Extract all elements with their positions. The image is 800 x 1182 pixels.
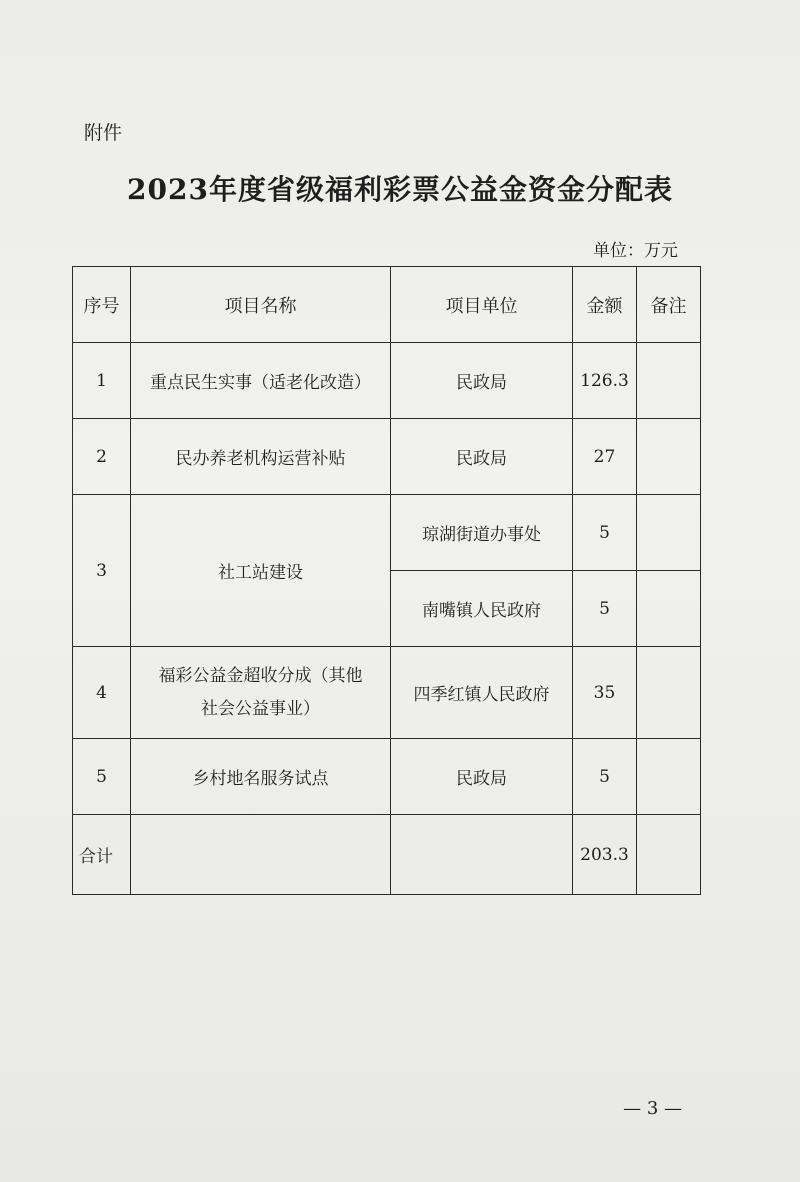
row-note (637, 571, 701, 647)
attachment-label: 附件 (84, 122, 123, 144)
row-name: 民办养老机构运营补贴 (131, 419, 391, 495)
row-unit: 民政局 (391, 343, 573, 419)
document-title: 2023年度省级福利彩票公益金资金分配表 (127, 173, 673, 206)
row-no: 1 (73, 343, 131, 419)
row-note (637, 739, 701, 815)
header-amount: 金额 (573, 267, 637, 343)
row-amount: 5 (573, 739, 637, 815)
header-no: 序号 (73, 267, 131, 343)
row-no: 5 (73, 739, 131, 815)
row-unit: 南嘴镇人民政府 (391, 571, 573, 647)
total-row (73, 815, 701, 895)
row-unit: 四季红镇人民政府 (391, 647, 573, 739)
table-header-row (73, 267, 701, 343)
page-number (0, 1098, 800, 1119)
row-name: 社工站建设 (131, 495, 391, 647)
row-amount: 5 (573, 571, 637, 647)
allocation-table (72, 266, 701, 895)
header-unit: 项目单位 (391, 267, 573, 343)
row-amount: 126.3 (573, 343, 637, 419)
row-name: 乡村地名服务试点 (131, 739, 391, 815)
total-label: 合计 (73, 815, 131, 895)
total-unit-empty (391, 815, 573, 895)
row-no: 4 (73, 647, 131, 739)
row-note (637, 419, 701, 495)
total-note-empty (637, 815, 701, 895)
header-note: 备注 (637, 267, 701, 343)
header-name: 项目名称 (131, 267, 391, 343)
row-name-line2: 社会公益事业） (201, 698, 320, 719)
row-no: 2 (73, 419, 131, 495)
total-amount: 203.3 (573, 815, 637, 895)
row-unit: 民政局 (391, 419, 573, 495)
table-row (73, 419, 701, 495)
row-no: 3 (73, 495, 131, 647)
table-row (73, 495, 701, 571)
total-name-empty (131, 815, 391, 895)
table-row (73, 647, 701, 739)
table-row (73, 739, 701, 815)
row-unit: 琼湖街道办事处 (391, 495, 573, 571)
table-row (73, 343, 701, 419)
row-note (637, 495, 701, 571)
row-unit: 民政局 (391, 739, 573, 815)
row-name: 重点民生实事（适老化改造） (131, 343, 391, 419)
row-name-line1: 福彩公益金超收分成（其他 (158, 666, 363, 687)
row-note (637, 343, 701, 419)
row-amount: 5 (573, 495, 637, 571)
row-name (131, 647, 391, 739)
page-number-text: — 3 — (623, 1098, 682, 1119)
row-amount: 35 (573, 647, 637, 739)
row-amount: 27 (573, 419, 637, 495)
row-note (637, 647, 701, 739)
unit-label: 单位：万元 (593, 241, 678, 261)
